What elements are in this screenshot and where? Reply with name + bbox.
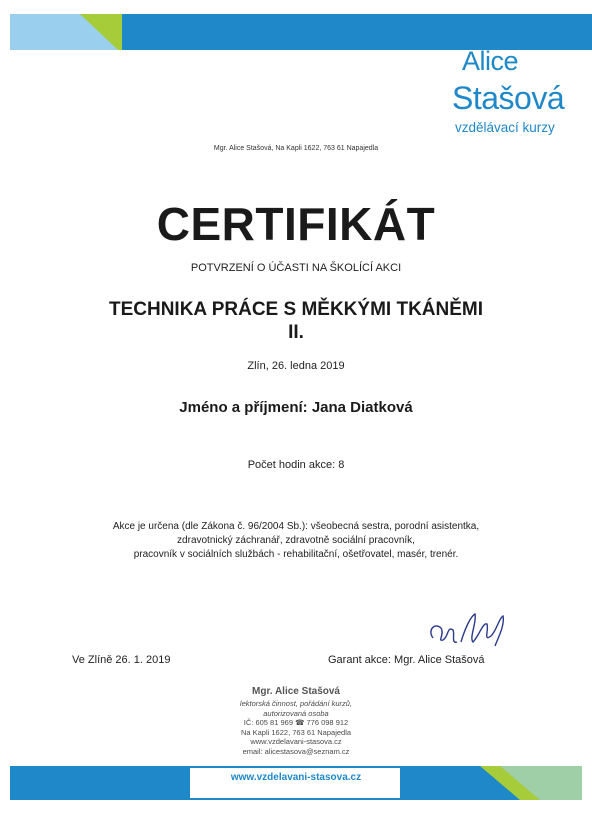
garant: Garant akce: Mgr. Alice Stašová [328,654,485,666]
logo-surname: Stašová [452,80,565,116]
course-hours: Počet hodin akce: 8 [247,459,345,471]
purpose-line: zdravotnický záchranář, zdravotně sociální pracovník, [177,535,415,546]
bottom-band [0,760,592,810]
certificate-subtitle: POTVRZENÍ O ÚČASTI NA ŠKOLÍCÍ AKCI [190,262,402,274]
place-and-date: Ve Zlíně 26. 1. 2019 [72,654,171,666]
stamp-name: Mgr. Alice Stašová [252,686,340,697]
purpose-line: Akce je určena (dle Zákona č. 96/2004 Sb.): všeobecná sestra, porodní asistentka, [112,521,480,532]
header-address: Mgr. Alice Stašová, Na Kapli 1622, 763 61 Napajedla [213,145,379,152]
signature [425,608,515,652]
stamp-line: IČ: 605 81 969 ☎ 776 098 912 [243,718,349,727]
course-title-line2: II. [288,322,304,343]
course-title-line1: TECHNIKA PRÁCE S MĚKKÝMI TKÁNĚMI [108,299,484,320]
logo-tagline: vzdělávací kurzy [455,120,555,135]
stamp-line: email: alicestasova@seznam.cz [242,746,350,756]
course-purpose [0,520,592,562]
event-date: Zlín, 26. ledna 2019 [247,360,345,372]
participant-name: Jméno a příjmení: Jana Diatková [179,399,413,416]
stamp-line: www.vzdelavani-stasova.cz [250,737,342,746]
stamp-line: Na Kapli 1622, 763 61 Napajedla [240,727,352,737]
course-title [0,298,592,344]
purpose-line: pracovník v sociálních službách - rehabilitační, ošetřovatel, masér, trenér. [133,549,459,560]
stamp-line: lektorská činnost, pořádání kurzů, [239,699,353,708]
stamp-text [196,699,396,756]
logo-first-name: Alice [462,46,519,76]
website-link[interactable]: www.vzdelavani-stasova.cz [230,772,362,783]
stamp-line: autorizovaná osoba [263,708,329,718]
certificate-title: CERTIFIKÁT [156,198,436,250]
